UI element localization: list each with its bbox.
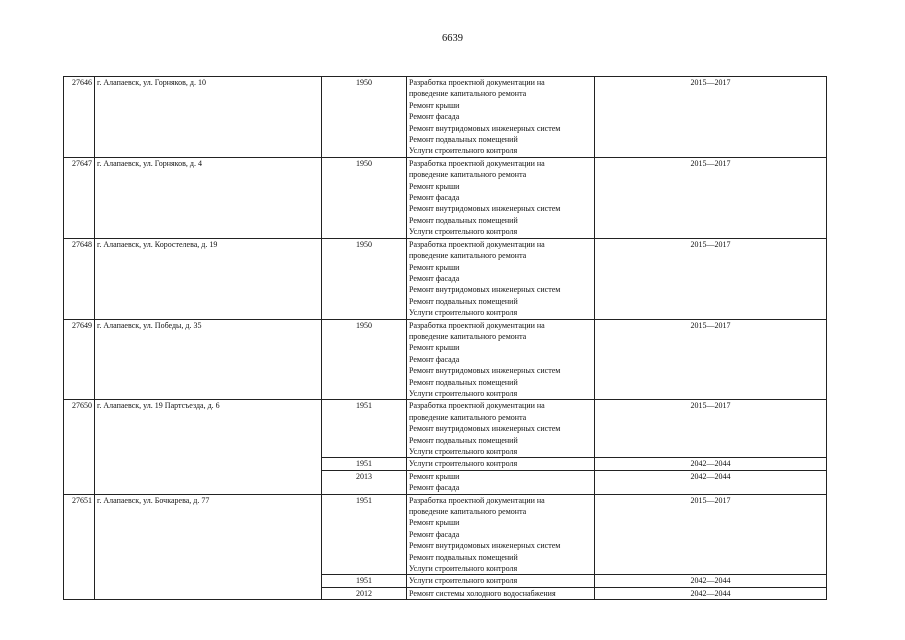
period-cell: 2042—2044	[595, 587, 827, 599]
address-cell: г. Алапаевск, ул. Горняков, д. 10	[95, 77, 322, 158]
work-type-line: Разработка проектной документации на	[409, 239, 545, 249]
work-type-line: Ремонт внутридомовых инженерных систем	[409, 123, 561, 133]
work-type-line: Ремонт крыши	[409, 100, 460, 110]
work-type-line: Ремонт внутридомовых инженерных систем	[409, 285, 561, 295]
period-cell: 2042—2044	[595, 575, 827, 587]
table-row	[64, 157, 827, 238]
work-type-line: Ремонт крыши	[409, 262, 460, 272]
table-row	[64, 319, 827, 400]
year-cell: 2012	[322, 587, 407, 599]
building-id-cell: 27648	[64, 238, 95, 319]
work-type-line: Услуги строительного контроля	[409, 227, 518, 237]
work-type-line: Разработка проектной документации на	[409, 495, 545, 505]
work-types-cell	[407, 77, 595, 158]
repair-schedule-table	[63, 76, 827, 600]
building-id-cell: 27650	[64, 400, 95, 494]
work-type-line: проведение капитального ремонта	[409, 251, 527, 261]
table-row	[64, 238, 827, 319]
address-cell: г. Алапаевск, ул. Горняков, д. 4	[95, 157, 322, 238]
work-type-line: Ремонт крыши	[409, 471, 460, 481]
building-id-cell: 27647	[64, 157, 95, 238]
table-row	[64, 494, 827, 575]
period-cell: 2015—2017	[595, 238, 827, 319]
work-types-cell	[407, 587, 595, 599]
work-type-line: Ремонт подвальных помещений	[409, 435, 518, 445]
work-type-line: Ремонт подвальных помещений	[409, 215, 518, 225]
work-type-line: Ремонт внутридомовых инженерных систем	[409, 204, 561, 214]
year-cell: 2013	[322, 470, 407, 494]
work-type-line: Услуги строительного контроля	[409, 308, 518, 318]
work-type-line: проведение капитального ремонта	[409, 412, 527, 422]
work-type-line: Ремонт подвальных помещений	[409, 296, 518, 306]
building-id-cell: 27651	[64, 494, 95, 600]
address-cell: г. Алапаевск, ул. 19 Партсъезда, д. 6	[95, 400, 322, 494]
building-id-cell: 27649	[64, 319, 95, 400]
work-type-line: Услуги строительного контроля	[409, 459, 518, 469]
work-types-cell	[407, 157, 595, 238]
year-cell: 1951	[322, 494, 407, 575]
work-types-cell	[407, 238, 595, 319]
work-types-cell	[407, 319, 595, 400]
work-type-line: Ремонт фасада	[409, 273, 460, 283]
work-type-line: Ремонт системы холодного водоснабжения	[409, 588, 556, 598]
table-body	[64, 77, 827, 600]
work-type-line: Услуги строительного контроля	[409, 576, 518, 586]
period-cell: 2015—2017	[595, 157, 827, 238]
year-cell: 1951	[322, 575, 407, 587]
address-cell: г. Алапаевск, ул. Коростелева, д. 19	[95, 238, 322, 319]
period-cell: 2015—2017	[595, 400, 827, 458]
work-type-line: проведение капитального ремонта	[409, 170, 527, 180]
address-cell: г. Алапаевск, ул. Бочкарева, д. 77	[95, 494, 322, 600]
work-type-line: Ремонт внутридомовых инженерных систем	[409, 424, 561, 434]
work-type-line: Ремонт подвальных помещений	[409, 135, 518, 145]
work-type-line: Разработка проектной документации на	[409, 401, 545, 411]
building-id-cell: 27646	[64, 77, 95, 158]
work-type-line: проведение капитального ремонта	[409, 89, 527, 99]
work-types-cell	[407, 494, 595, 575]
period-cell: 2015—2017	[595, 494, 827, 575]
year-cell: 1950	[322, 157, 407, 238]
year-cell: 1951	[322, 400, 407, 458]
work-type-line: Ремонт фасада	[409, 112, 460, 122]
year-cell: 1950	[322, 238, 407, 319]
period-cell: 2015—2017	[595, 319, 827, 400]
period-cell: 2015—2017	[595, 77, 827, 158]
work-type-line: Ремонт крыши	[409, 343, 460, 353]
work-type-line: Ремонт внутридомовых инженерных систем	[409, 366, 561, 376]
work-types-cell	[407, 400, 595, 458]
year-cell: 1950	[322, 77, 407, 158]
year-cell: 1951	[322, 458, 407, 470]
work-type-line: Услуги строительного контроля	[409, 146, 518, 156]
work-type-line: Ремонт внутридомовых инженерных систем	[409, 541, 561, 551]
table-row	[64, 400, 827, 458]
work-types-cell	[407, 575, 595, 587]
work-type-line: Ремонт подвальных помещений	[409, 552, 518, 562]
work-type-line: Разработка проектной документации на	[409, 158, 545, 168]
work-types-cell	[407, 470, 595, 494]
work-type-line: Услуги строительного контроля	[409, 447, 518, 456]
work-type-line: Ремонт фасада	[409, 354, 460, 364]
work-type-line: Ремонт фасада	[409, 483, 460, 493]
work-type-line: Ремонт фасада	[409, 529, 460, 539]
page-number: 6639	[442, 33, 463, 44]
work-type-line: Ремонт подвальных помещений	[409, 377, 518, 387]
work-type-line: Услуги строительного контроля	[409, 388, 518, 398]
work-type-line: Услуги строительного контроля	[409, 564, 518, 574]
year-cell: 1950	[322, 319, 407, 400]
address-cell: г. Алапаевск, ул. Победы, д. 35	[95, 319, 322, 400]
work-type-line: Ремонт фасада	[409, 193, 460, 203]
work-type-line: проведение капитального ремонта	[409, 331, 527, 341]
work-types-cell	[407, 458, 595, 470]
period-cell: 2042—2044	[595, 458, 827, 470]
period-cell: 2042—2044	[595, 470, 827, 494]
table-row	[64, 77, 827, 158]
work-type-line: Разработка проектной документации на	[409, 78, 545, 87]
work-type-line: Ремонт крыши	[409, 518, 460, 528]
work-type-line: Ремонт крыши	[409, 181, 460, 191]
work-type-line: проведение капитального ремонта	[409, 507, 527, 517]
work-type-line: Разработка проектной документации на	[409, 320, 545, 330]
